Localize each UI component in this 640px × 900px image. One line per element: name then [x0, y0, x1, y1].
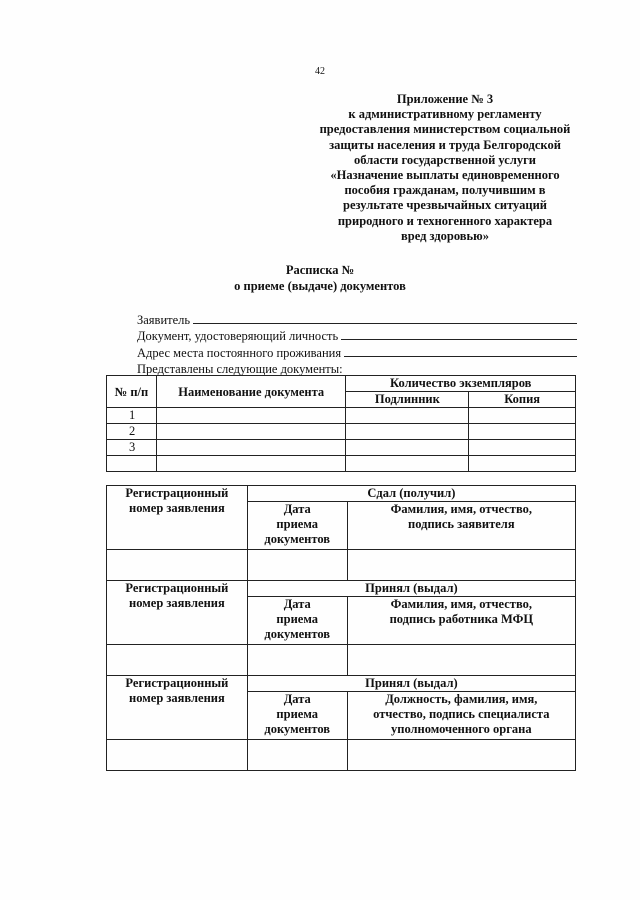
reg-number-label: [107, 676, 248, 740]
identity-doc-field[interactable]: [137, 328, 577, 344]
original-cell[interactable]: [346, 440, 469, 456]
date-label-line: приема: [276, 517, 319, 531]
copy-cell[interactable]: [469, 456, 576, 472]
address-field[interactable]: [137, 345, 577, 361]
page-number: 42: [315, 66, 325, 77]
table-row: [107, 424, 576, 440]
copy-cell[interactable]: [469, 408, 576, 424]
date-label: [247, 502, 347, 550]
registration-table: [106, 485, 576, 771]
address-blank-line[interactable]: [344, 345, 577, 357]
row-number: 2: [107, 424, 157, 440]
reg-label-line: Регистрационный: [125, 581, 229, 595]
applicant-label: Заявитель: [137, 313, 191, 327]
person-label: [347, 597, 575, 645]
date-label-line: приема: [276, 612, 319, 626]
col-header-count: Количество экземпляров: [346, 376, 576, 392]
appendix-line: вред здоровью»: [401, 228, 489, 243]
appendix-line: к административному регламенту: [348, 107, 542, 122]
reg-number-entry[interactable]: [107, 740, 248, 771]
appendix-line: пособия гражданам, получившим в: [344, 183, 546, 198]
person-label-line: Фамилия, имя, отчество,: [390, 502, 532, 516]
doc-name-cell[interactable]: [156, 456, 346, 472]
signature-entry[interactable]: [347, 645, 575, 676]
copy-cell[interactable]: [469, 440, 576, 456]
date-label: [247, 692, 347, 740]
appendix-line: природного и техногенного характера: [337, 213, 553, 228]
person-label: [347, 692, 575, 740]
reg-label-line: номер заявления: [129, 691, 225, 705]
reg-number-entry[interactable]: [107, 645, 248, 676]
reg-label-line: Регистрационный: [125, 486, 229, 500]
row-number: 3: [107, 440, 157, 456]
date-label-line: Дата: [283, 692, 311, 706]
documents-table: [106, 375, 576, 472]
title-line-2: о приеме (выдаче) документов: [234, 279, 406, 293]
appendix-line: предоставления министерством социальной: [319, 122, 571, 137]
date-label-line: Дата: [283, 597, 311, 611]
reg-label-line: Регистрационный: [125, 676, 229, 690]
document-title: [0, 262, 640, 294]
person-label-line: Должность, фамилия, имя,: [385, 692, 538, 706]
appendix-header: [300, 92, 590, 244]
date-label-line: документов: [264, 722, 331, 736]
doc-name-cell[interactable]: [156, 424, 346, 440]
signature-entry[interactable]: [347, 550, 575, 581]
reg-label-line: номер заявления: [129, 501, 225, 515]
applicant-fields: [137, 312, 577, 377]
title-line-1: Расписка №: [285, 263, 355, 277]
reg-number-entry[interactable]: [107, 550, 248, 581]
appendix-line: защиты населения и труда Белгородской: [329, 137, 561, 152]
appendix-line: Приложение № 3: [396, 92, 494, 106]
date-label-line: документов: [264, 627, 331, 641]
original-cell[interactable]: [346, 456, 469, 472]
col-header-original: Подлинник: [346, 392, 469, 408]
action-heading: Принял (выдал): [247, 581, 575, 597]
identity-doc-blank-line[interactable]: [341, 328, 577, 340]
reg-number-label: [107, 581, 248, 645]
action-heading: Принял (выдал): [247, 676, 575, 692]
original-cell[interactable]: [346, 408, 469, 424]
person-label-line: отчество, подпись специалиста: [373, 707, 550, 721]
table-row: [107, 456, 576, 472]
submitted-docs-label: Представлены следующие документы:: [137, 361, 343, 376]
appendix-line: «Назначение выплаты единовременного: [330, 168, 560, 183]
table-row: [107, 440, 576, 456]
appendix-line: результате чрезвычайных ситуаций: [343, 198, 547, 213]
date-entry[interactable]: [247, 740, 347, 771]
table-row: [107, 408, 576, 424]
signature-entry[interactable]: [347, 740, 575, 771]
applicant-field[interactable]: [137, 312, 577, 328]
appendix-line: области государственной услуги: [354, 152, 536, 167]
date-label: [247, 597, 347, 645]
identity-doc-label: Документ, удостоверяющий личность: [137, 329, 339, 344]
col-header-num: № п/п: [107, 376, 157, 408]
col-header-copy: Копия: [469, 392, 576, 408]
person-label-line: подпись заявителя: [408, 517, 515, 531]
date-entry[interactable]: [247, 645, 347, 676]
person-label-line: уполномоченного органа: [391, 722, 532, 736]
doc-name-cell[interactable]: [156, 408, 346, 424]
row-number: 1: [107, 408, 157, 424]
person-label-line: Фамилия, имя, отчество,: [390, 597, 532, 611]
date-label-line: приема: [276, 707, 319, 721]
applicant-blank-line[interactable]: [193, 312, 577, 324]
col-header-name: Наименование документа: [156, 376, 346, 408]
copy-cell[interactable]: [469, 424, 576, 440]
reg-number-label: [107, 486, 248, 550]
date-label-line: документов: [264, 532, 331, 546]
original-cell[interactable]: [346, 424, 469, 440]
doc-name-cell[interactable]: [156, 440, 346, 456]
person-label: [347, 502, 575, 550]
date-label-line: Дата: [283, 502, 311, 516]
date-entry[interactable]: [247, 550, 347, 581]
reg-label-line: номер заявления: [129, 596, 225, 610]
address-label: Адрес места постоянного проживания: [137, 345, 342, 360]
action-heading: Сдал (получил): [247, 486, 575, 502]
row-number: [107, 456, 157, 472]
person-label-line: подпись работника МФЦ: [389, 612, 534, 626]
